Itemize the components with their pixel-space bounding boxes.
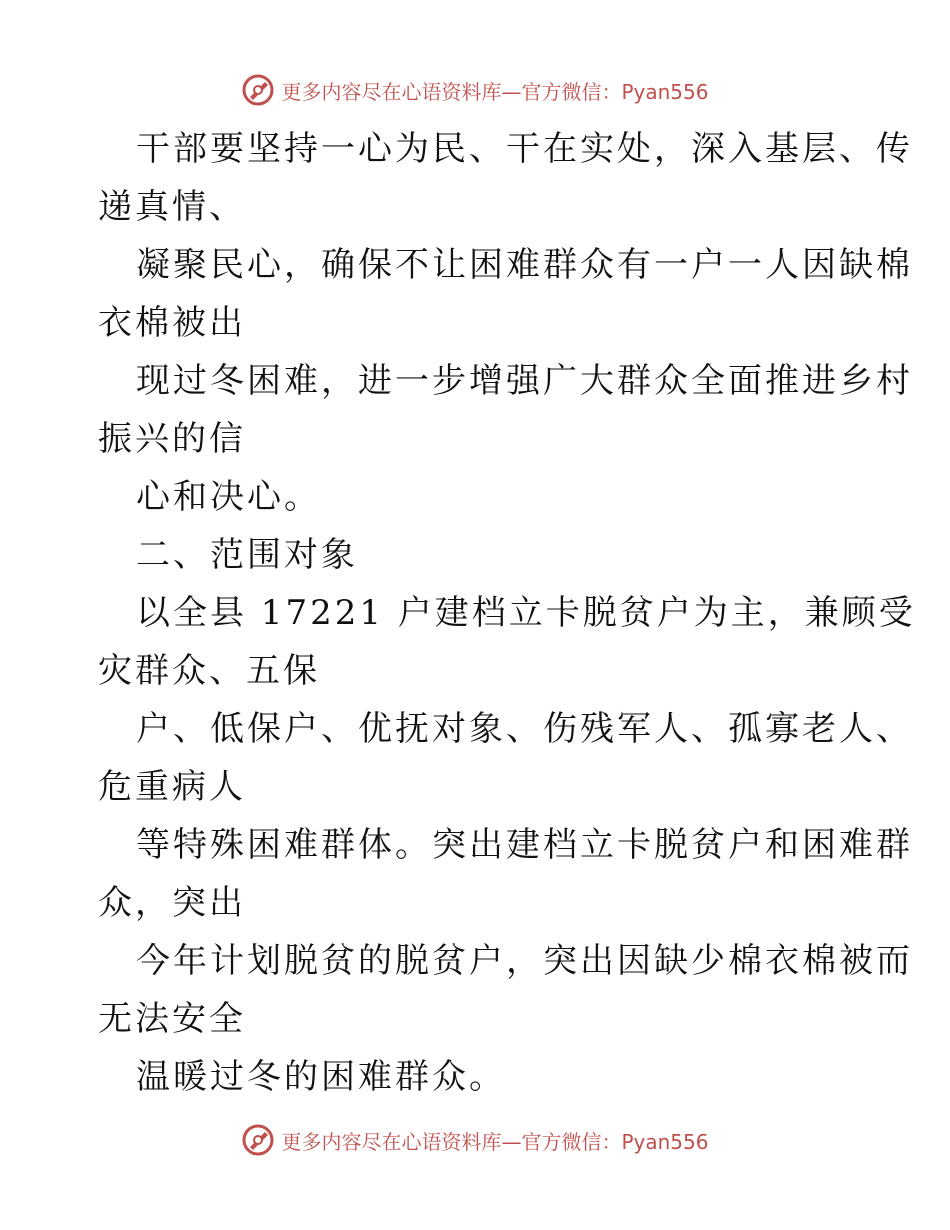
body-line: 振兴的信 <box>98 419 246 459</box>
body-line: 现过冬困难，进一步增强广大群众全面推进乡村 <box>136 361 913 401</box>
body-line: 众，突出 <box>98 883 246 923</box>
header-banner-text: 更多内容尽在心语资料库—官方微信：Pyan556 <box>281 79 709 104</box>
body-line: 今年计划脱贫的脱贫户，突出因缺少棉衣棉被而 <box>136 941 913 981</box>
body-line: 灾群众、五保 <box>98 651 320 691</box>
section-heading: 二、范围对象 <box>136 535 358 575</box>
body-line: 凝聚民心，确保不让困难群众有一户一人因缺棉 <box>136 245 913 285</box>
footer-banner-text: 更多内容尽在心语资料库—官方微信：Pyan556 <box>281 1129 709 1154</box>
footer-banner <box>0 1120 950 1160</box>
body-line: 干部要坚持一心为民、干在实处，深入基层、传 <box>136 129 913 169</box>
logo-icon <box>241 73 275 107</box>
body-line: 户、低保户、优抚对象、伤残军人、孤寡老人、 <box>136 709 913 749</box>
logo-icon <box>241 1123 275 1157</box>
body-line: 心和决心。 <box>136 477 321 517</box>
body-line: 衣棉被出 <box>98 303 246 343</box>
header-banner <box>0 70 950 110</box>
body-line: 等特殊困难群体。突出建档立卡脱贫户和困难群 <box>136 825 913 865</box>
body-line: 无法安全 <box>98 999 246 1039</box>
document-body <box>98 120 916 1106</box>
body-line: 递真情、 <box>98 187 246 227</box>
body-line: 温暖过冬的困难群众。 <box>136 1057 506 1097</box>
body-line: 以全县 17221 户建档立卡脱贫户为主，兼顾受 <box>136 593 916 633</box>
body-line: 危重病人 <box>98 767 246 807</box>
